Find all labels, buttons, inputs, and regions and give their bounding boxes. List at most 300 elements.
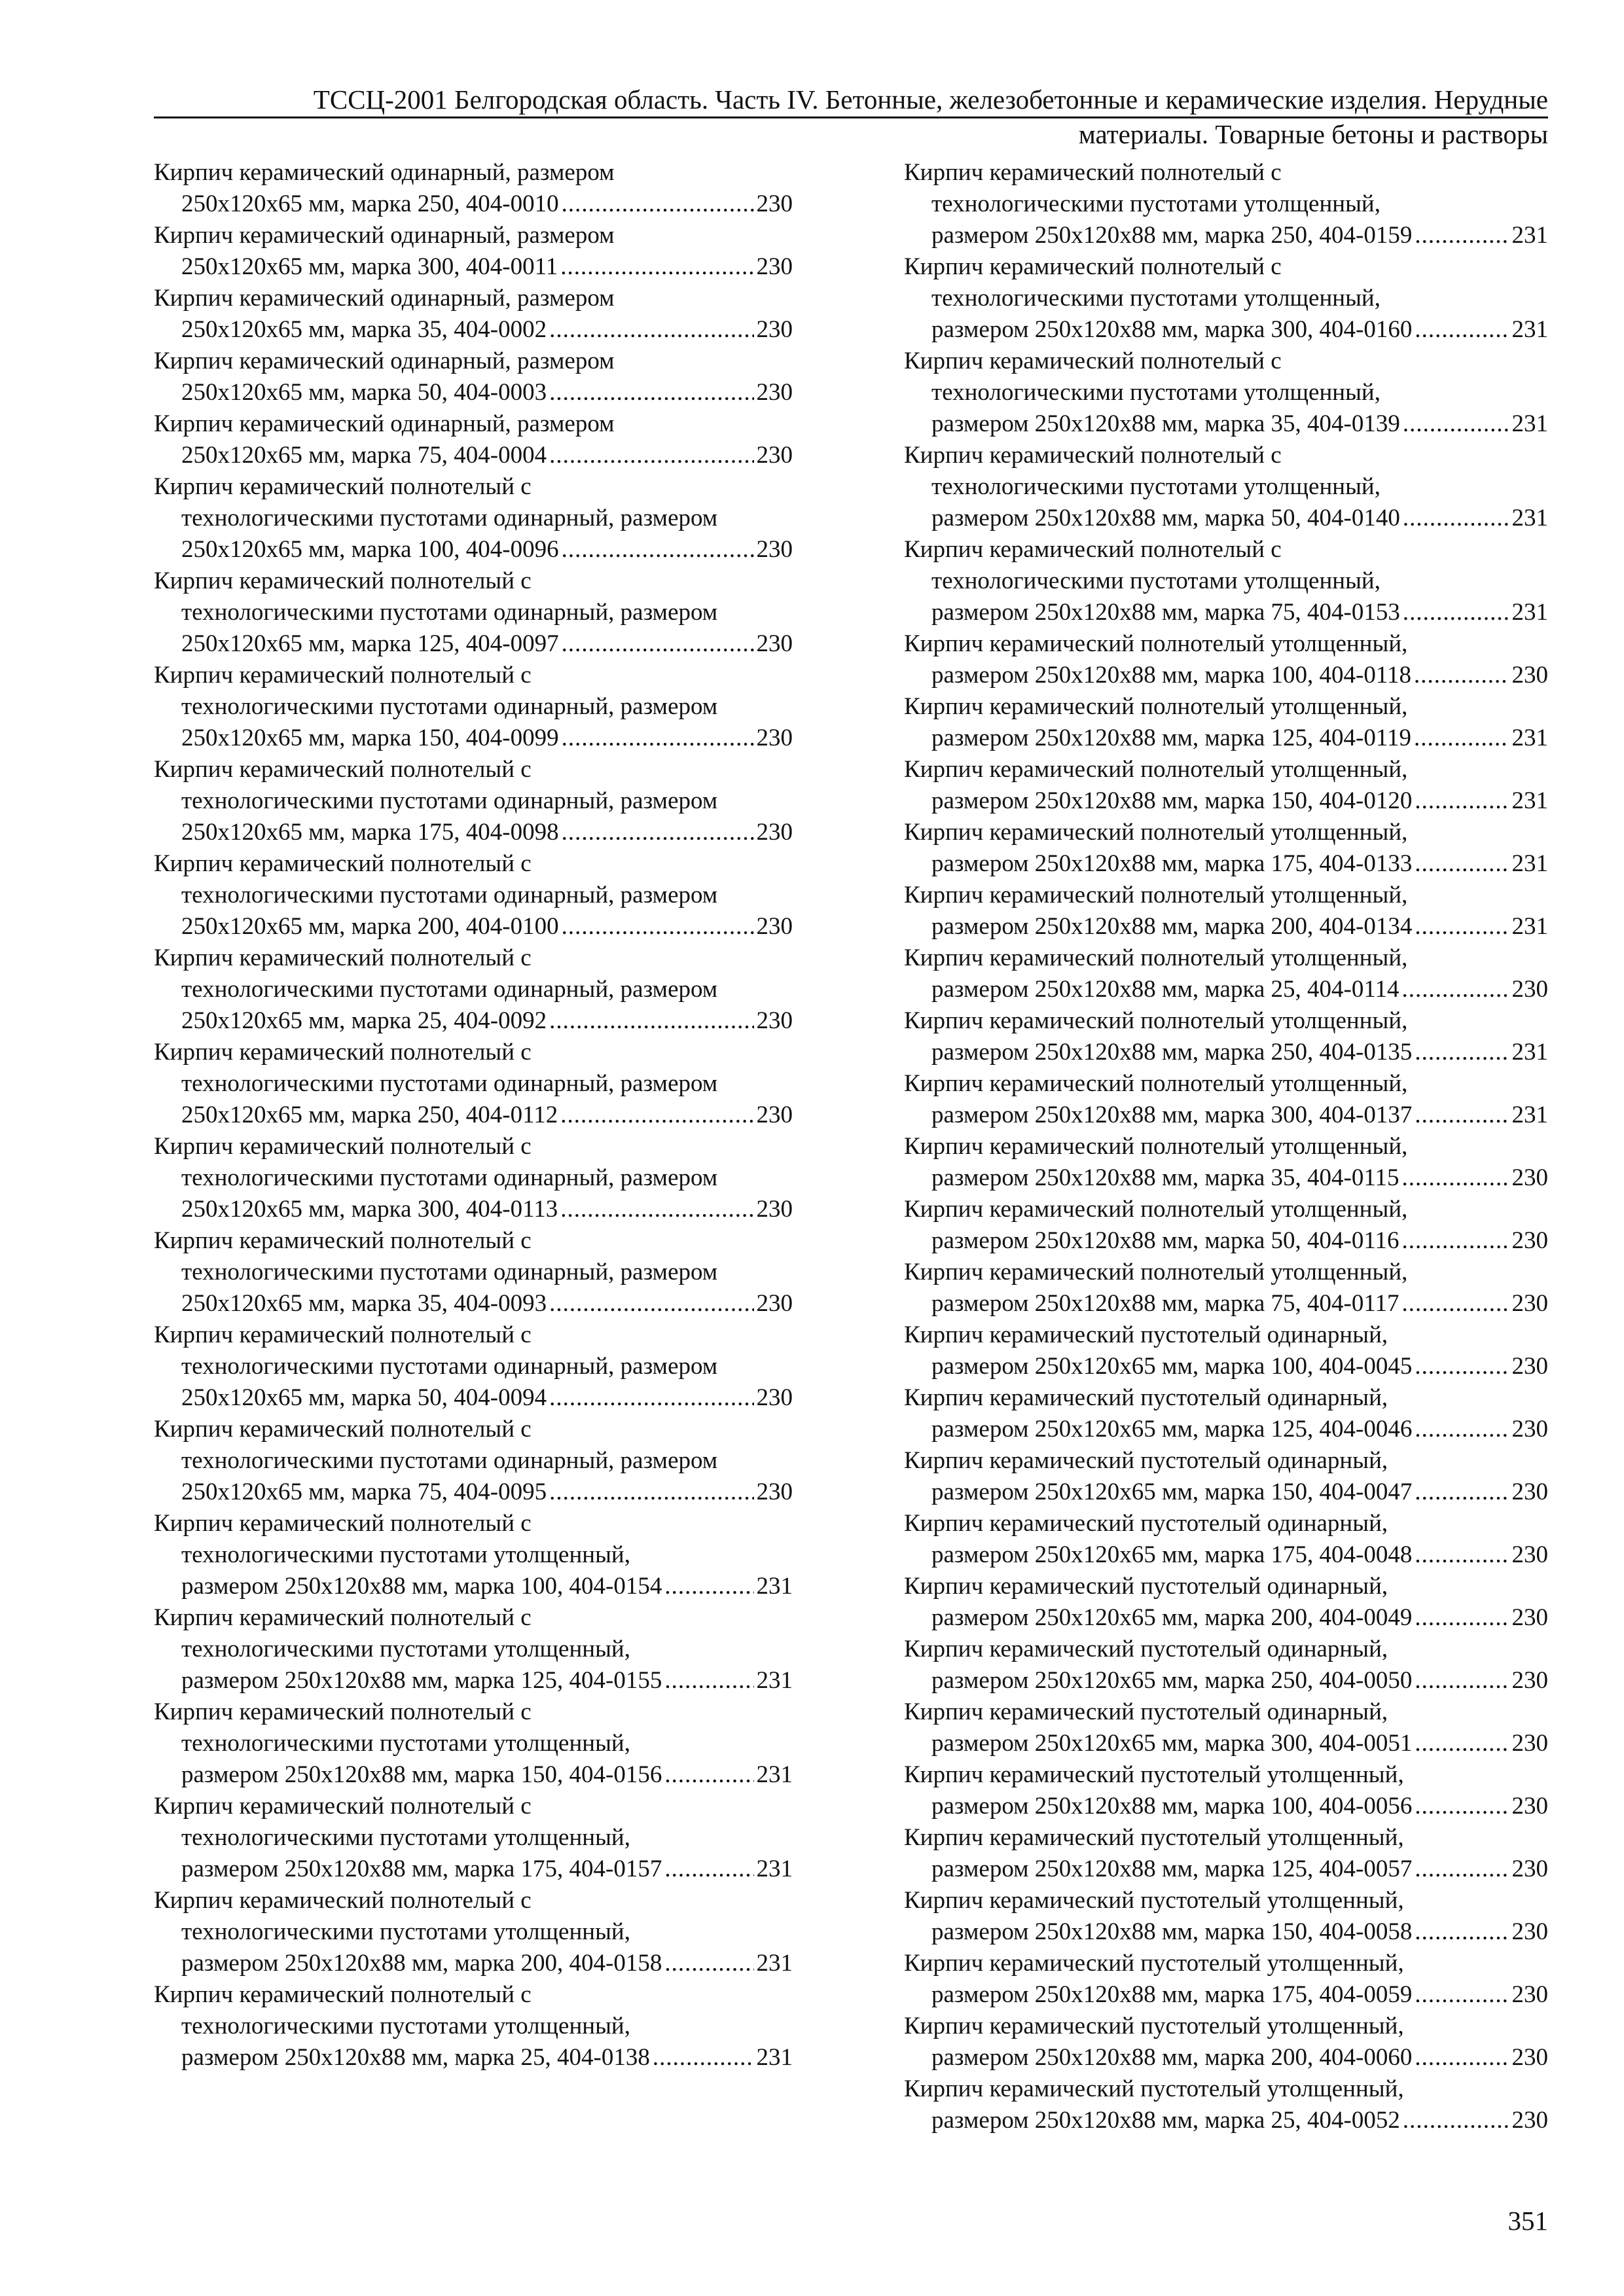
index-entry-line: Кирпич керамический одинарный, размером	[154, 348, 615, 374]
index-entry-line: Кирпич керамический полнотелый утолщенный,	[904, 630, 1408, 657]
dot-leader	[549, 314, 753, 346]
index-entry-page: 230	[1511, 1164, 1548, 1191]
index-entry-line: технологическими пустотами одинарный, размером	[181, 1259, 718, 1285]
index-entry-page: 230	[756, 1102, 793, 1128]
index-entry-line: Кирпич керамический полнотелый утолщенный,	[904, 1007, 1408, 1034]
index-entry-line: технологическими пустотами одинарный, размером	[181, 882, 718, 908]
index-entry-last-line	[154, 1948, 793, 1979]
index-entry	[154, 942, 793, 1037]
index-entry	[904, 1634, 1548, 1696]
dot-leader	[1415, 220, 1509, 251]
index-entry-line: Кирпич керамический полнотелый с	[154, 473, 532, 500]
index-entry	[154, 1979, 793, 2073]
index-entry	[154, 283, 793, 346]
index-entry-page: 230	[756, 1007, 793, 1034]
index-entry-last-line	[154, 314, 793, 346]
index-entry	[904, 1257, 1548, 1319]
dot-leader	[560, 251, 753, 283]
index-entry-line: Кирпич керамический пустотелый одинарный,	[904, 1636, 1388, 1662]
dot-leader	[1415, 1916, 1509, 1948]
dot-leader	[664, 1759, 753, 1791]
index-entry-line: Кирпич керамический полнотелый с	[154, 1793, 532, 1820]
index-entry-line: технологическими пустотами одинарный, размером	[181, 1353, 718, 1380]
index-entry-line: Кирпич керамический одинарный, размером	[154, 410, 615, 437]
index-entry-text: размером 250x120x88 мм, марка 100, 404-0154	[181, 1573, 662, 1600]
index-entry-line: Кирпич керамический полнотелый с	[154, 944, 532, 971]
index-entry-text: 250x120x65 мм, марка 300, 404-0011	[181, 253, 558, 280]
index-entry-text: размером 250x120x88 мм, марка 50, 404-0140	[931, 505, 1400, 531]
dot-leader	[1415, 1665, 1509, 1696]
index-entry-page: 231	[1511, 725, 1548, 751]
index-entry-last-line	[154, 723, 793, 754]
index-entry-line: технологическими пустотами утолщенный,	[181, 1730, 630, 1757]
index-entry-line: Кирпич керамический полнотелый с	[154, 567, 532, 594]
index-entry-line: Кирпич керамический пустотелый одинарный,	[904, 1573, 1388, 1600]
dot-leader	[549, 1477, 753, 1508]
index-entry-line: Кирпич керамический полнотелый утолщенный,	[904, 819, 1408, 846]
index-entry-page: 231	[1511, 913, 1548, 940]
dot-leader	[562, 817, 754, 848]
dot-leader	[549, 440, 753, 471]
index-entry-text: 250x120x65 мм, марка 75, 404-0095	[181, 1479, 547, 1505]
index-entry	[904, 1131, 1548, 1194]
index-entry-page: 231	[1511, 1039, 1548, 1066]
index-entry-line: технологическими пустотами утолщенный,	[181, 2013, 630, 2039]
index-entry-last-line	[904, 1916, 1548, 1948]
index-entry	[904, 691, 1548, 754]
index-entry	[904, 942, 1548, 1005]
index-entry-text: размером 250x120x88 мм, марка 25, 404-0114	[931, 976, 1399, 1003]
index-entry-page: 230	[1511, 1227, 1548, 1254]
index-entry-last-line	[154, 534, 793, 565]
index-entry-line: Кирпич керамический одинарный, размером	[154, 222, 615, 249]
index-entry-last-line	[904, 1665, 1548, 1696]
index-entry-text: размером 250x120x88 мм, марка 100, 404-0118	[931, 662, 1412, 689]
index-entry-last-line	[904, 1162, 1548, 1194]
index-entry-last-line	[154, 1194, 793, 1225]
index-entry-text: 250x120x65 мм, марка 50, 404-0003	[181, 379, 547, 406]
index-entry-last-line	[154, 1854, 793, 1885]
index-entry-page: 231	[756, 1667, 793, 1694]
index-entry-last-line	[154, 440, 793, 471]
index-entry-last-line	[154, 1382, 793, 1414]
index-entry-text: размером 250x120x88 мм, марка 200, 404-0158	[181, 1950, 662, 1977]
index-entry-page: 230	[1511, 1604, 1548, 1631]
index-entry-page: 230	[1511, 976, 1548, 1003]
index-entry-page: 231	[1511, 316, 1548, 343]
index-entry	[904, 1319, 1548, 1382]
dot-leader	[1403, 503, 1509, 534]
index-entry-text: размером 250x120x88 мм, марка 250, 404-0135	[931, 1039, 1413, 1066]
index-entry-line: Кирпич керамический полнотелый с	[154, 1416, 532, 1443]
index-entry-last-line	[904, 408, 1548, 440]
index-entry-page: 230	[756, 913, 793, 940]
header-title-line2: материалы. Товарные бетоны и растворы	[1078, 119, 1548, 149]
index-entry-line: Кирпич керамический полнотелый с	[154, 1321, 532, 1348]
index-entry-page: 230	[1511, 662, 1548, 689]
index-entry	[904, 1068, 1548, 1131]
index-entry	[154, 1602, 793, 1696]
index-entry-line: технологическими пустотами одинарный, размером	[181, 505, 718, 531]
index-entry-last-line	[904, 2042, 1548, 2073]
index-entry-page: 230	[756, 536, 793, 563]
index-entry	[904, 1759, 1548, 1822]
header-title-line1: ТССЦ-2001 Белгородская область. Часть IV. Бетонные, железобетонные и керамические изделия. Нерудные	[154, 84, 1548, 118]
index-entry-text: размером 250x120x88 мм, марка 200, 404-0060	[931, 2044, 1413, 2071]
index-entry-line: Кирпич керамический пустотелый утолщенный,	[904, 1887, 1404, 1914]
index-entry	[904, 754, 1548, 817]
index-entry-text: 250x120x65 мм, марка 75, 404-0004	[181, 442, 547, 469]
dot-leader	[560, 1194, 753, 1225]
index-entry	[904, 1571, 1548, 1634]
index-entry-text: размером 250x120x88 мм, марка 50, 404-0116	[931, 1227, 1399, 1254]
dot-leader	[1415, 848, 1509, 880]
dot-leader	[1415, 785, 1509, 817]
index-entry-line: Кирпич керамический полнотелый с	[154, 1698, 532, 1725]
index-entry-line: Кирпич керамический полнотелый с	[154, 1039, 532, 1066]
dot-leader	[1414, 660, 1509, 691]
index-entry-last-line	[904, 911, 1548, 942]
index-entry-page: 230	[1511, 1667, 1548, 1694]
index-entry	[904, 2073, 1548, 2136]
index-entry-last-line	[154, 1005, 793, 1037]
index-entry-page: 230	[1511, 1479, 1548, 1505]
index-entry	[154, 1225, 793, 1319]
index-entry	[154, 1696, 793, 1791]
index-entry	[154, 1037, 793, 1131]
index-entry	[904, 1948, 1548, 2011]
index-column-right	[904, 157, 1548, 2136]
dot-leader	[1415, 1854, 1509, 1885]
index-entry-line: Кирпич керамический одинарный, размером	[154, 285, 615, 312]
index-entry	[904, 1822, 1548, 1885]
index-entry-last-line	[154, 1100, 793, 1131]
index-entry	[154, 660, 793, 754]
index-entry	[904, 534, 1548, 628]
index-entry-line: Кирпич керамический полнотелый с	[154, 1604, 532, 1631]
index-entry-page: 230	[756, 1384, 793, 1411]
index-entry	[154, 1508, 793, 1602]
index-entry-last-line	[904, 314, 1548, 346]
index-entry-line: Кирпич керамический полнотелый утолщенный,	[904, 1070, 1408, 1097]
index-entry-text: размером 250x120x88 мм, марка 125, 404-0057	[931, 1856, 1413, 1882]
index-entry-line: Кирпич керамический полнотелый утолщенный,	[904, 1133, 1408, 1160]
dot-leader	[1415, 1100, 1509, 1131]
index-entry-line: Кирпич керамический полнотелый с	[154, 850, 532, 877]
index-entry-text: размером 250x120x88 мм, марка 175, 404-0133	[931, 850, 1413, 877]
dot-leader	[1415, 1979, 1509, 2011]
index-entry-last-line	[904, 1225, 1548, 1257]
dot-leader	[1415, 1728, 1509, 1759]
dot-leader	[1403, 2105, 1509, 2136]
dot-leader	[664, 1948, 753, 1979]
index-entry-text: размером 250x120x88 мм, марка 125, 404-0119	[931, 725, 1412, 751]
index-entry-last-line	[154, 1665, 793, 1696]
index-entry-text: 250x120x65 мм, марка 150, 404-0099	[181, 725, 559, 751]
dot-leader	[1415, 2042, 1509, 2073]
index-entry-text: размером 250x120x88 мм, марка 300, 404-0160	[931, 316, 1413, 343]
page-number: 351	[1507, 2206, 1548, 2236]
index-entry-page: 230	[756, 379, 793, 406]
index-entry-page: 230	[1511, 1793, 1548, 1820]
index-entry-line: технологическими пустотами утолщенный,	[181, 1636, 630, 1662]
index-entry-line: Кирпич керамический полнотелый утолщенный,	[904, 693, 1408, 720]
index-entry-last-line	[154, 1759, 793, 1791]
index-entry-text: размером 250x120x88 мм, марка 25, 404-0138	[181, 2044, 650, 2071]
index-entry-text: размером 250x120x65 мм, марка 150, 404-0047	[931, 1479, 1413, 1505]
index-entry-line: технологическими пустотами утолщенный,	[181, 1541, 630, 1568]
dot-leader	[1415, 1037, 1509, 1068]
index-entry-last-line	[904, 785, 1548, 817]
index-entry-page: 231	[756, 1573, 793, 1600]
index-entry	[904, 880, 1548, 942]
dot-leader	[1402, 974, 1509, 1005]
index-entry-page: 230	[756, 1479, 793, 1505]
index-entry-page: 231	[756, 1856, 793, 1882]
index-entry-text: размером 250x120x88 мм, марка 150, 404-0156	[181, 1761, 662, 1788]
index-entry-last-line	[904, 1037, 1548, 1068]
index-entry-line: Кирпич керамический полнотелый с	[904, 442, 1282, 469]
index-entry	[154, 1319, 793, 1414]
dot-leader	[562, 628, 754, 660]
index-entry-line: технологическими пустотами одинарный, размером	[181, 599, 718, 626]
index-entry-page: 231	[1511, 505, 1548, 531]
index-entry-last-line	[904, 1351, 1548, 1382]
index-entry	[154, 754, 793, 848]
dot-leader	[1415, 1351, 1509, 1382]
index-entry-last-line	[904, 1539, 1548, 1571]
index-entry-last-line	[904, 1728, 1548, 1759]
index-entry-last-line	[154, 377, 793, 408]
dot-leader	[562, 911, 754, 942]
index-entry-last-line	[154, 251, 793, 283]
dot-leader	[1415, 1791, 1509, 1822]
index-entry-line: Кирпич керамический пустотелый утолщенный,	[904, 2075, 1404, 2102]
index-entry-last-line	[904, 1477, 1548, 1508]
dot-leader	[1415, 1477, 1509, 1508]
index-entry-text: 250x120x65 мм, марка 35, 404-0002	[181, 316, 547, 343]
index-entry-last-line	[904, 597, 1548, 628]
index-entry-text: размером 250x120x65 мм, марка 125, 404-0046	[931, 1416, 1413, 1443]
index-entry-last-line	[904, 1414, 1548, 1445]
dot-leader	[1415, 911, 1509, 942]
index-entry-line: технологическими пустотами утолщенный,	[181, 1824, 630, 1851]
index-entry-last-line	[904, 1854, 1548, 1885]
index-entry-page: 230	[1511, 1918, 1548, 1945]
index-entry-text: размером 250x120x65 мм, марка 250, 404-0050	[931, 1667, 1413, 1694]
index-entry-line: Кирпич керамический полнотелый утолщенный,	[904, 1259, 1408, 1285]
index-entry-line: Кирпич керамический полнотелый утолщенный,	[904, 756, 1408, 783]
dot-leader	[549, 377, 753, 408]
index-entry-line: технологическими пустотами утолщенный,	[931, 567, 1380, 594]
index-column-left	[154, 157, 793, 2073]
index-entry-line: технологическими пустотами одинарный, размером	[181, 787, 718, 814]
index-entry-line: Кирпич керамический пустотелый утолщенный,	[904, 1761, 1404, 1788]
index-entry-page: 231	[756, 1950, 793, 1977]
index-entry	[154, 848, 793, 942]
index-entry-line: Кирпич керамический полнотелый с	[154, 662, 532, 689]
index-entry	[904, 1696, 1548, 1759]
dot-leader	[653, 2042, 754, 2073]
index-entry-text: размером 250x120x65 мм, марка 100, 404-0045	[931, 1353, 1413, 1380]
index-entry	[904, 1508, 1548, 1571]
index-entry-text: 250x120x65 мм, марка 175, 404-0098	[181, 819, 559, 846]
index-entry-page: 231	[756, 1761, 793, 1788]
index-entry-page: 230	[756, 725, 793, 751]
index-entry-line: Кирпич керамический полнотелый с	[904, 253, 1282, 280]
dot-leader	[1403, 408, 1509, 440]
index-entry-page: 230	[756, 1290, 793, 1317]
index-entry	[904, 817, 1548, 880]
dot-leader	[1402, 1288, 1509, 1319]
index-entry	[154, 1131, 793, 1225]
running-header	[154, 84, 1548, 150]
index-entry-line: Кирпич керамический полнотелый с	[154, 1510, 532, 1537]
dot-leader	[1415, 1539, 1509, 1571]
index-entry-line: Кирпич керамический пустотелый утолщенный,	[904, 1950, 1404, 1977]
index-entry-page: 231	[1511, 599, 1548, 626]
index-entry-page: 230	[1511, 1416, 1548, 1443]
index-entry-text: 250x120x65 мм, марка 100, 404-0096	[181, 536, 559, 563]
index-entry-text: размером 250x120x88 мм, марка 250, 404-0159	[931, 222, 1413, 249]
index-entry-line: Кирпич керамический пустотелый одинарный,	[904, 1384, 1388, 1411]
dot-leader	[549, 1382, 753, 1414]
index-entry	[154, 220, 793, 283]
index-entry-page: 230	[756, 316, 793, 343]
index-entry-text: 250x120x65 мм, марка 200, 404-0100	[181, 913, 559, 940]
index-entry	[154, 1414, 793, 1508]
index-entry-last-line	[904, 660, 1548, 691]
index-entry-page: 230	[1511, 1856, 1548, 1882]
index-entry-line: Кирпич керамический полнотелый с	[154, 1981, 532, 2008]
index-entry-text: размером 250x120x88 мм, марка 175, 404-0157	[181, 1856, 662, 1882]
dot-leader	[664, 1571, 753, 1602]
index-entry-line: Кирпич керамический пустотелый утолщенный,	[904, 1824, 1404, 1851]
index-entry-last-line	[154, 911, 793, 942]
dot-leader	[549, 1288, 753, 1319]
index-entry-page: 230	[1511, 1981, 1548, 2008]
index-entry-last-line	[904, 1602, 1548, 1634]
index-entry	[904, 628, 1548, 691]
dot-leader	[1402, 1162, 1509, 1194]
index-entry-last-line	[904, 974, 1548, 1005]
index-entry-line: Кирпич керамический полнотелый утолщенный,	[904, 1196, 1408, 1223]
index-entry-line: Кирпич керамический полнотелый с	[154, 1887, 532, 1914]
index-entry	[904, 1885, 1548, 1948]
index-entry-last-line	[904, 723, 1548, 754]
dot-leader	[1415, 1602, 1509, 1634]
index-entry-page: 231	[1511, 787, 1548, 814]
index-entry-text: 250x120x65 мм, марка 35, 404-0093	[181, 1290, 547, 1317]
index-entry-last-line	[154, 1571, 793, 1602]
index-entry-page: 230	[1511, 1730, 1548, 1757]
index-entry-line: технологическими пустотами одинарный, размером	[181, 976, 718, 1003]
index-entry-line: Кирпич керамический полнотелый с	[154, 1227, 532, 1254]
index-entry	[154, 346, 793, 408]
index-entry-last-line	[904, 848, 1548, 880]
index-entry-last-line	[154, 1288, 793, 1319]
index-entry-last-line	[904, 1100, 1548, 1131]
index-entry-page: 230	[1511, 2044, 1548, 2071]
index-entry-text: размером 250x120x88 мм, марка 150, 404-0058	[931, 1918, 1413, 1945]
index-entry	[904, 440, 1548, 534]
dot-leader	[664, 1854, 753, 1885]
index-entry-last-line	[154, 628, 793, 660]
index-entry-line: технологическими пустотами одинарный, размером	[181, 1447, 718, 1474]
index-entry	[904, 251, 1548, 346]
index-entry-last-line	[904, 1979, 1548, 2011]
index-entry-last-line	[154, 817, 793, 848]
index-entry-line: Кирпич керамический полнотелый с	[154, 756, 532, 783]
index-entry-last-line	[154, 1477, 793, 1508]
index-entry-page: 231	[1511, 410, 1548, 437]
dot-leader	[562, 188, 754, 220]
index-entry	[904, 1445, 1548, 1508]
index-entry-line: Кирпич керамический полнотелый утолщенный,	[904, 882, 1408, 908]
index-entry-page: 231	[1511, 222, 1548, 249]
index-entry	[154, 565, 793, 660]
index-entry	[904, 1005, 1548, 1068]
index-entry	[904, 1382, 1548, 1445]
index-entry-page: 230	[756, 819, 793, 846]
index-entry-line: Кирпич керамический полнотелый с	[154, 1133, 532, 1160]
dot-leader	[562, 534, 754, 565]
index-entry-text: размером 250x120x88 мм, марка 300, 404-0137	[931, 1102, 1413, 1128]
index-entry-text: размером 250x120x88 мм, марка 75, 404-0117	[931, 1290, 1399, 1317]
index-entry-last-line	[904, 220, 1548, 251]
index-entry-page: 231	[1511, 850, 1548, 877]
index-entry-text: размером 250x120x88 мм, марка 35, 404-0139	[931, 410, 1400, 437]
index-entry-text: размером 250x120x88 мм, марка 25, 404-0052	[931, 2107, 1400, 2134]
index-entry-text: 250x120x65 мм, марка 50, 404-0094	[181, 1384, 547, 1411]
index-entry-line: Кирпич керамический полнотелый с	[904, 159, 1282, 186]
dot-leader	[1415, 314, 1509, 346]
index-entry	[904, 346, 1548, 440]
index-entry-text: размером 250x120x65 мм, марка 175, 404-0048	[931, 1541, 1413, 1568]
index-entry-text: размером 250x120x88 мм, марка 125, 404-0155	[181, 1667, 662, 1694]
index-entry-page: 230	[1511, 1541, 1548, 1568]
index-entry-line: технологическими пустотами утолщенный,	[931, 190, 1380, 217]
index-entry-line: технологическими пустотами одинарный, размером	[181, 1164, 718, 1191]
index-entry-page: 230	[1511, 1353, 1548, 1380]
dot-leader	[562, 723, 754, 754]
index-entry-text: размером 250x120x88 мм, марка 175, 404-0059	[931, 1981, 1413, 2008]
dot-leader	[664, 1665, 753, 1696]
index-entry-page: 230	[756, 1196, 793, 1223]
index-entry-line: Кирпич керамический пустотелый утолщенный,	[904, 2013, 1404, 2039]
index-entry-last-line	[154, 188, 793, 220]
index-entry-text: размером 250x120x88 мм, марка 100, 404-0056	[931, 1793, 1413, 1820]
index-entry-text: размером 250x120x88 мм, марка 150, 404-0120	[931, 787, 1413, 814]
index-entry	[904, 2011, 1548, 2073]
index-entry-last-line	[904, 1791, 1548, 1822]
index-entry-line: Кирпич керамический полнотелый с	[904, 536, 1282, 563]
dot-leader	[1415, 1414, 1509, 1445]
index-entry-text: 250x120x65 мм, марка 25, 404-0092	[181, 1007, 547, 1034]
index-entry	[154, 1885, 793, 1979]
dot-leader	[560, 1100, 753, 1131]
index-entry-line: технологическими пустотами утолщенный,	[931, 285, 1380, 312]
index-entry-text: 250x120x65 мм, марка 250, 404-0010	[181, 190, 559, 217]
index-entry	[154, 471, 793, 565]
index-entry-page: 230	[1511, 2107, 1548, 2134]
index-entry-page: 230	[756, 630, 793, 657]
index-entry-line: технологическими пустотами утолщенный,	[931, 473, 1380, 500]
dot-leader	[1414, 723, 1509, 754]
dot-leader	[1402, 1225, 1509, 1257]
index-entry-text: 250x120x65 мм, марка 300, 404-0113	[181, 1196, 558, 1223]
index-entry-line: Кирпич керамический полнотелый с	[904, 348, 1282, 374]
